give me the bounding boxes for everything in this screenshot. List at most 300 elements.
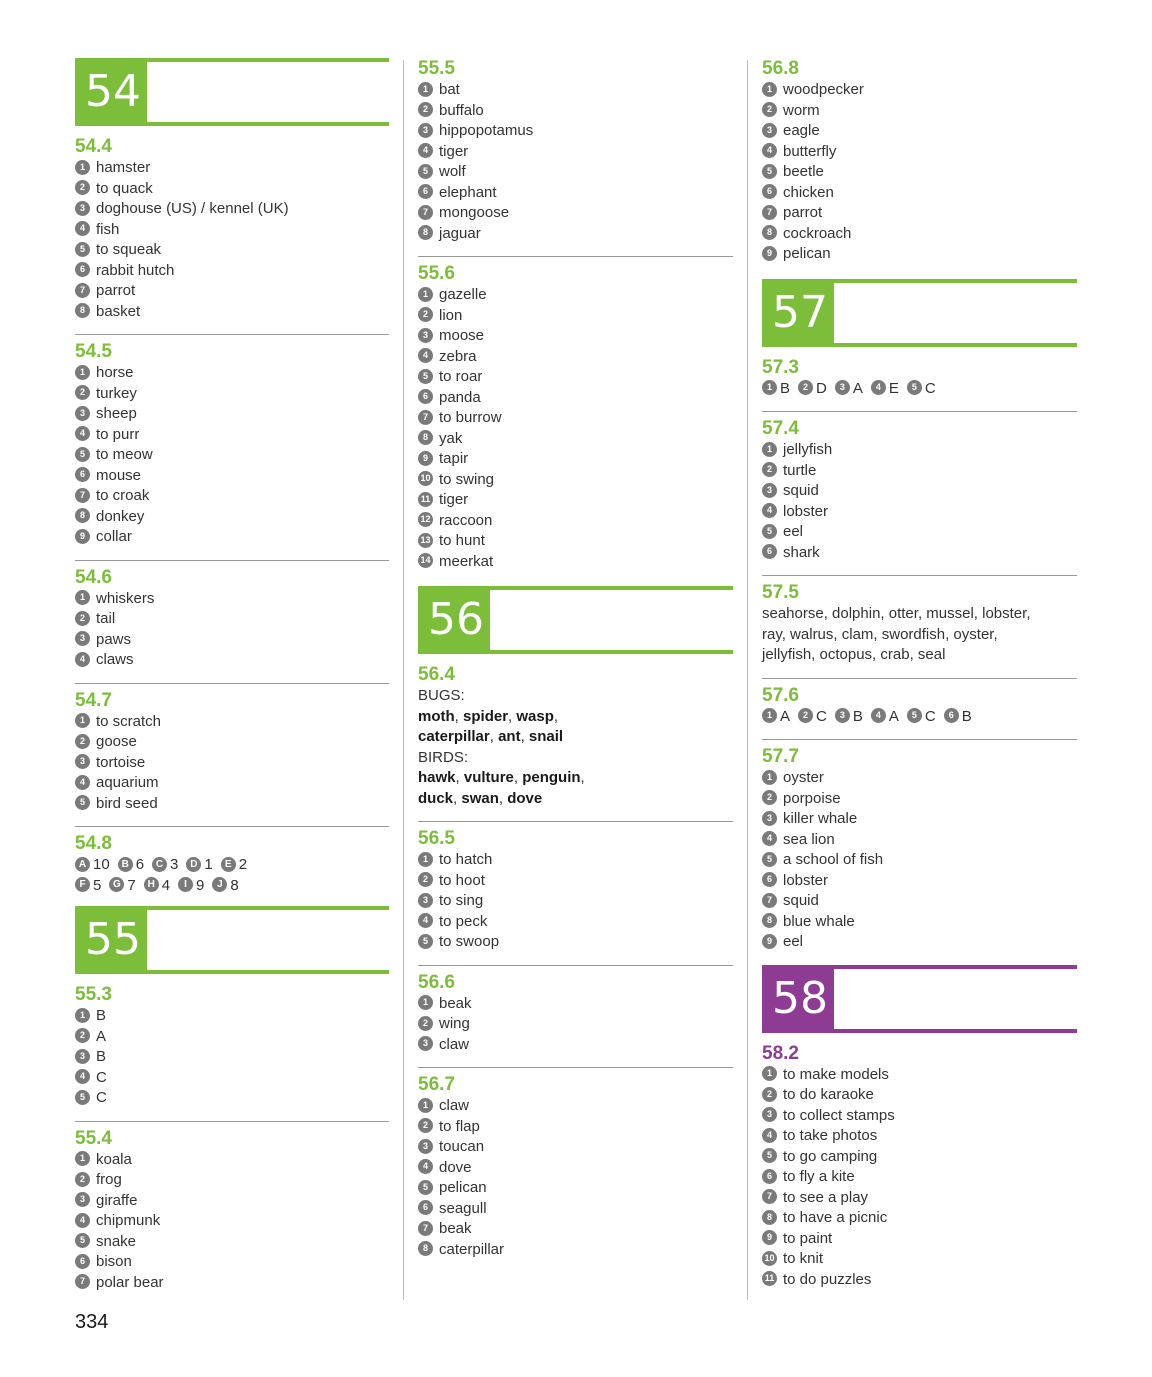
answer-text: paws <box>96 630 132 648</box>
answer-text: giraffe <box>96 1191 138 1209</box>
answer-text: to swing <box>439 470 495 488</box>
number-bullet: 6 <box>762 184 777 199</box>
number-bullet: 5 <box>418 164 433 179</box>
answer-item <box>75 609 389 630</box>
answer-text: moose <box>439 327 485 344</box>
number-bullet: 5 <box>75 1090 90 1105</box>
letter-bullet: E <box>221 857 236 872</box>
answer-text: beetle <box>783 163 824 180</box>
number-bullet: 3 <box>418 1036 433 1051</box>
number-bullet: 2 <box>762 1087 777 1102</box>
answer-text: donkey <box>96 507 145 525</box>
answer-item <box>75 650 389 671</box>
answer-text: claws <box>96 651 134 668</box>
number-bullet: 3 <box>418 893 433 908</box>
answer-item <box>762 203 1077 224</box>
number-bullet: 10 <box>418 471 433 486</box>
answer-text: C <box>924 707 936 725</box>
answer-item <box>75 1150 389 1171</box>
answer-item <box>75 240 389 261</box>
birds-label: BIRDS: <box>418 748 469 766</box>
answer-text: to hatch <box>439 851 493 868</box>
letter-bullet: F <box>75 877 90 892</box>
answer-text: mouse <box>96 466 142 484</box>
number-bullet: 5 <box>75 447 90 462</box>
answer-item <box>418 490 733 511</box>
answer-text: to paint <box>783 1229 833 1247</box>
letter-bullet: H <box>144 877 159 892</box>
number-bullet: 13 <box>418 533 433 548</box>
number-bullet: 3 <box>762 811 777 826</box>
answer-item <box>75 281 389 302</box>
answer-item <box>418 850 733 871</box>
answer-text: claw <box>439 1097 470 1114</box>
answer-text: turkey <box>96 384 137 402</box>
answer-item <box>762 1249 1077 1270</box>
answer-text: basket <box>96 302 141 320</box>
number-bullet: 5 <box>418 369 433 384</box>
number-bullet: 1 <box>418 82 433 97</box>
number-bullet: 5 <box>907 380 922 395</box>
answer-item <box>75 527 389 548</box>
answer-item <box>762 440 1077 461</box>
section-56-5 <box>418 821 733 961</box>
number-bullet: 4 <box>75 652 90 667</box>
answer-text: eel <box>783 523 804 540</box>
section-56-8 <box>762 58 1077 273</box>
answer-item <box>75 466 389 487</box>
section-56-6 <box>418 965 733 1064</box>
birds-answers: duck, swan, dove <box>418 789 543 807</box>
answer-text: jaguar <box>439 224 481 242</box>
column-divider-left <box>403 60 404 1300</box>
number-bullet: 6 <box>418 184 433 199</box>
number-bullet: 3 <box>418 328 433 343</box>
answer-item <box>762 183 1077 204</box>
answer-pair <box>871 379 899 400</box>
letter-bullet: D <box>186 857 201 872</box>
answer-row <box>75 876 389 897</box>
number-bullet: 4 <box>75 426 90 441</box>
number-bullet: 1 <box>75 365 90 380</box>
answer-text: snake <box>96 1232 137 1250</box>
answer-item <box>762 1208 1077 1229</box>
answer-pair <box>75 855 110 876</box>
number-bullet: 2 <box>762 790 777 805</box>
number-bullet: 4 <box>75 1069 90 1084</box>
unit-header-55 <box>75 906 389 976</box>
answer-text: hamster <box>96 159 151 176</box>
answer-text: to burrow <box>439 409 502 426</box>
number-bullet: 6 <box>75 467 90 482</box>
number-bullet: 5 <box>762 1148 777 1163</box>
number-bullet: 2 <box>418 307 433 322</box>
answer-pair <box>144 876 170 897</box>
number-bullet: 2 <box>75 385 90 400</box>
answer-text: 3 <box>170 856 179 873</box>
answer-item <box>762 162 1077 183</box>
number-bullet: 2 <box>75 1172 90 1187</box>
number-bullet: 1 <box>418 852 433 867</box>
answer-item <box>418 1178 733 1199</box>
answer-item <box>418 511 733 532</box>
number-bullet: 6 <box>762 544 777 559</box>
number-bullet: 7 <box>75 283 90 298</box>
answer-text: eel <box>783 933 804 950</box>
number-bullet: 1 <box>762 770 777 785</box>
answer-text: whiskers <box>96 589 155 607</box>
answer-text: caterpillar <box>439 1240 505 1258</box>
unit-header-58 <box>762 965 1077 1035</box>
answer-item <box>418 1199 733 1220</box>
number-bullet: 2 <box>418 1118 433 1133</box>
number-bullet: 14 <box>418 553 433 568</box>
answer-text: lobster <box>783 871 829 889</box>
answer-pair <box>835 707 863 728</box>
answer-pair <box>75 876 101 897</box>
number-bullet: 3 <box>762 123 777 138</box>
answer-pair <box>221 855 247 876</box>
answer-item <box>418 203 733 224</box>
number-bullet: 4 <box>75 1213 90 1228</box>
answer-row <box>762 379 1077 400</box>
answer-text: 9 <box>196 876 205 894</box>
answer-text: pelican <box>439 1179 487 1196</box>
answer-text: to squeak <box>96 241 162 258</box>
answer-text: polar bear <box>96 1273 164 1291</box>
answer-text: to meow <box>96 446 153 463</box>
number-bullet: 4 <box>762 143 777 158</box>
number-bullet: 8 <box>762 1210 777 1225</box>
section-57-3 <box>762 357 1077 408</box>
answer-text: tiger <box>439 491 469 508</box>
unit-number: 54 <box>75 58 147 126</box>
answer-pair <box>907 379 936 400</box>
section-title: 54.6 <box>75 566 112 588</box>
answer-text: 2 <box>238 856 248 873</box>
number-bullet: 2 <box>762 462 777 477</box>
section-55-3 <box>75 984 389 1117</box>
answer-pair <box>212 876 238 897</box>
answer-item <box>75 507 389 528</box>
answer-item <box>762 891 1077 912</box>
number-bullet: 3 <box>75 754 90 769</box>
bird-answer: penguin <box>522 769 581 786</box>
answer-text: to peck <box>439 912 488 930</box>
answer-pair <box>118 855 144 876</box>
bug-answer: snail <box>528 728 564 745</box>
number-bullet: 10 <box>762 1251 777 1266</box>
answer-item <box>418 449 733 470</box>
number-bullet: 1 <box>75 1151 90 1166</box>
answer-text: to roar <box>439 368 483 385</box>
answer-text: 4 <box>161 876 171 894</box>
answer-text: to take photos <box>783 1127 878 1144</box>
number-bullet: 1 <box>418 995 433 1010</box>
answer-text: parrot <box>783 204 823 221</box>
number-bullet: 2 <box>75 611 90 626</box>
number-bullet: 8 <box>762 225 777 240</box>
section-57-7 <box>762 739 1077 961</box>
answer-item <box>762 850 1077 871</box>
number-bullet: 2 <box>75 1028 90 1043</box>
answer-item <box>75 404 389 425</box>
number-bullet: 4 <box>75 775 90 790</box>
answer-text: sea lion <box>783 830 835 848</box>
answer-item <box>762 830 1077 851</box>
answer-item <box>75 199 389 220</box>
page-number: 334 <box>75 1311 109 1333</box>
number-bullet: 1 <box>75 590 90 605</box>
answer-item <box>75 1047 389 1068</box>
answer-item <box>418 552 733 573</box>
answer-text: to sing <box>439 892 484 909</box>
number-bullet: 4 <box>762 831 777 846</box>
answer-item <box>418 1137 733 1158</box>
number-bullet: 5 <box>418 934 433 949</box>
answer-text: elephant <box>439 183 497 201</box>
letter-bullet: B <box>118 857 133 872</box>
answer-text: to fly a kite <box>783 1168 855 1185</box>
number-bullet: 12 <box>418 512 433 527</box>
section-title: 56.4 <box>418 664 455 685</box>
number-bullet: 7 <box>75 488 90 503</box>
bugs-label: BUGS: <box>418 687 465 704</box>
answer-text: gazelle <box>439 286 487 303</box>
answer-text: to do puzzles <box>783 1270 872 1288</box>
number-bullet: 8 <box>418 1241 433 1256</box>
answer-text: butterfly <box>783 142 837 160</box>
answer-text: B <box>961 707 972 725</box>
answer-line: seahorse, dolphin, otter, mussel, lobster, <box>762 605 1031 622</box>
answer-item <box>75 1027 389 1048</box>
answer-item <box>75 712 389 733</box>
answer-text: wing <box>439 1015 470 1032</box>
answer-pair <box>178 876 204 897</box>
answer-text: to swoop <box>439 933 500 950</box>
answer-text: to scratch <box>96 712 162 730</box>
answer-item <box>762 244 1077 265</box>
answer-pair <box>871 707 899 728</box>
number-bullet: 4 <box>762 503 777 518</box>
number-bullet: 3 <box>418 123 433 138</box>
bird-answer: hawk <box>418 769 456 786</box>
letter-bullet: A <box>75 857 90 872</box>
number-bullet: 5 <box>75 795 90 810</box>
number-bullet: 2 <box>762 102 777 117</box>
answer-item <box>75 363 389 384</box>
answer-text: eagle <box>783 122 820 139</box>
answer-item <box>418 80 733 101</box>
answer-item <box>418 1014 733 1035</box>
unit-header-56 <box>418 586 733 656</box>
number-bullet: 3 <box>75 201 90 216</box>
section-title: 57.4 <box>762 418 799 439</box>
number-bullet: 1 <box>762 82 777 97</box>
answer-text: beak <box>439 1220 472 1237</box>
letter-bullet: J <box>212 877 227 892</box>
section-title: 56.5 <box>418 828 455 849</box>
answer-text: jellyfish <box>783 441 833 458</box>
birds-answers: hawk, vulture, penguin, <box>418 769 585 786</box>
number-bullet: 4 <box>418 348 433 363</box>
answer-item <box>418 1096 733 1117</box>
section-55-6 <box>418 256 733 580</box>
answer-text: parrot <box>96 282 136 299</box>
bug-answer: caterpillar <box>418 728 490 745</box>
answer-text: koala <box>96 1150 132 1168</box>
answer-item <box>762 1065 1077 1086</box>
number-bullet: 7 <box>418 1221 433 1236</box>
answer-text: goose <box>96 733 137 750</box>
answer-text: tapir <box>439 450 469 467</box>
answer-item <box>762 522 1077 543</box>
answer-pair <box>907 707 936 728</box>
answer-item <box>75 1170 389 1191</box>
number-bullet: 1 <box>75 160 90 175</box>
bug-answer: moth <box>418 707 455 725</box>
answer-item <box>75 753 389 774</box>
answer-text: 6 <box>135 856 145 873</box>
answer-text: squid <box>783 482 819 499</box>
number-bullet: 5 <box>762 852 777 867</box>
number-bullet: 3 <box>418 1139 433 1154</box>
answer-text: doghouse (US) / kennel (UK) <box>96 200 289 217</box>
column-3 <box>762 58 1077 1298</box>
answer-item <box>418 1219 733 1240</box>
answer-pair <box>109 876 135 897</box>
answer-item <box>762 912 1077 933</box>
number-bullet: 9 <box>762 1230 777 1245</box>
answer-text: raccoon <box>439 511 493 529</box>
number-bullet: 2 <box>418 1016 433 1031</box>
answer-text: C <box>816 707 827 725</box>
answer-item <box>75 1273 389 1294</box>
answer-item <box>762 932 1077 953</box>
answer-item <box>762 1106 1077 1127</box>
section-title: 54.7 <box>75 689 112 711</box>
number-bullet: 1 <box>75 713 90 728</box>
answer-text: blue whale <box>783 912 855 930</box>
number-bullet: 3 <box>762 483 777 498</box>
number-bullet: 5 <box>762 524 777 539</box>
answer-text: bison <box>96 1253 132 1270</box>
letter-bullet: I <box>178 877 193 892</box>
number-bullet: 5 <box>907 708 922 723</box>
answer-text: B <box>96 1048 107 1065</box>
answer-item <box>418 912 733 933</box>
section-title: 55.5 <box>418 58 455 79</box>
section-title: 57.6 <box>762 684 799 706</box>
section-title: 55.3 <box>75 984 112 1005</box>
answer-item <box>418 871 733 892</box>
answer-text: bat <box>439 81 460 98</box>
number-bullet: 7 <box>418 205 433 220</box>
answer-item <box>418 994 733 1015</box>
answer-text: seagull <box>439 1199 487 1217</box>
number-bullet: 3 <box>75 1049 90 1064</box>
answer-text: beak <box>439 994 472 1012</box>
answer-text: D <box>816 379 827 397</box>
number-bullet: 6 <box>75 1254 90 1269</box>
answer-item <box>418 388 733 409</box>
answer-text: bird seed <box>96 794 158 812</box>
answer-item <box>762 789 1077 810</box>
answer-item <box>418 142 733 163</box>
answer-text: to go camping <box>783 1147 878 1165</box>
answer-item <box>418 470 733 491</box>
section-54-5 <box>75 334 389 556</box>
answer-text: porpoise <box>783 789 841 807</box>
answer-item <box>762 809 1077 830</box>
answer-item <box>418 306 733 327</box>
answer-text: 1 <box>204 856 213 873</box>
number-bullet: 2 <box>798 380 813 395</box>
answer-item <box>762 1147 1077 1168</box>
bugs-answers: moth, spider, wasp, <box>418 707 559 725</box>
answer-text: meerkat <box>439 552 494 570</box>
answer-item <box>762 1167 1077 1188</box>
number-bullet: 11 <box>762 1271 777 1286</box>
answer-item <box>762 121 1077 142</box>
number-bullet: 9 <box>762 934 777 949</box>
section-title: 56.6 <box>418 971 455 993</box>
answer-text: mongoose <box>439 204 510 221</box>
answer-item <box>418 1240 733 1261</box>
section-56-7 <box>418 1067 733 1268</box>
answer-text: E <box>888 379 899 397</box>
answer-item <box>762 142 1077 163</box>
answer-text: dove <box>439 1158 472 1176</box>
number-bullet: 2 <box>75 734 90 749</box>
number-bullet: 7 <box>418 410 433 425</box>
answer-text: tortoise <box>96 753 146 771</box>
answer-item <box>418 429 733 450</box>
number-bullet: 8 <box>762 913 777 928</box>
answer-text: C <box>96 1068 107 1086</box>
number-bullet: 7 <box>762 893 777 908</box>
answer-text: lion <box>439 306 463 324</box>
unit-number: 57 <box>762 279 834 347</box>
answer-item <box>418 285 733 306</box>
answer-item <box>418 891 733 912</box>
answer-text: A <box>852 379 863 397</box>
number-bullet: 6 <box>762 872 777 887</box>
number-bullet: 3 <box>835 708 850 723</box>
number-bullet: 8 <box>418 430 433 445</box>
number-bullet: 6 <box>762 1169 777 1184</box>
answer-text: to see a play <box>783 1188 869 1206</box>
number-bullet: 4 <box>75 221 90 236</box>
column-divider-right <box>747 60 748 1300</box>
number-bullet: 8 <box>75 303 90 318</box>
number-bullet: 5 <box>418 1180 433 1195</box>
number-bullet: 2 <box>418 102 433 117</box>
answer-text: to make models <box>783 1065 889 1083</box>
answer-item <box>75 302 389 323</box>
answer-text: yak <box>439 429 463 447</box>
answer-item <box>75 794 389 815</box>
section-title: 54.5 <box>75 341 112 362</box>
number-bullet: 6 <box>944 708 959 723</box>
number-bullet: 9 <box>762 246 777 261</box>
answer-text: worm <box>783 101 820 119</box>
answer-text: panda <box>439 388 481 406</box>
section-title: 57.5 <box>762 582 799 603</box>
section-55-4 <box>75 1121 389 1302</box>
section-title: 54.4 <box>75 136 112 157</box>
answer-item <box>75 732 389 753</box>
